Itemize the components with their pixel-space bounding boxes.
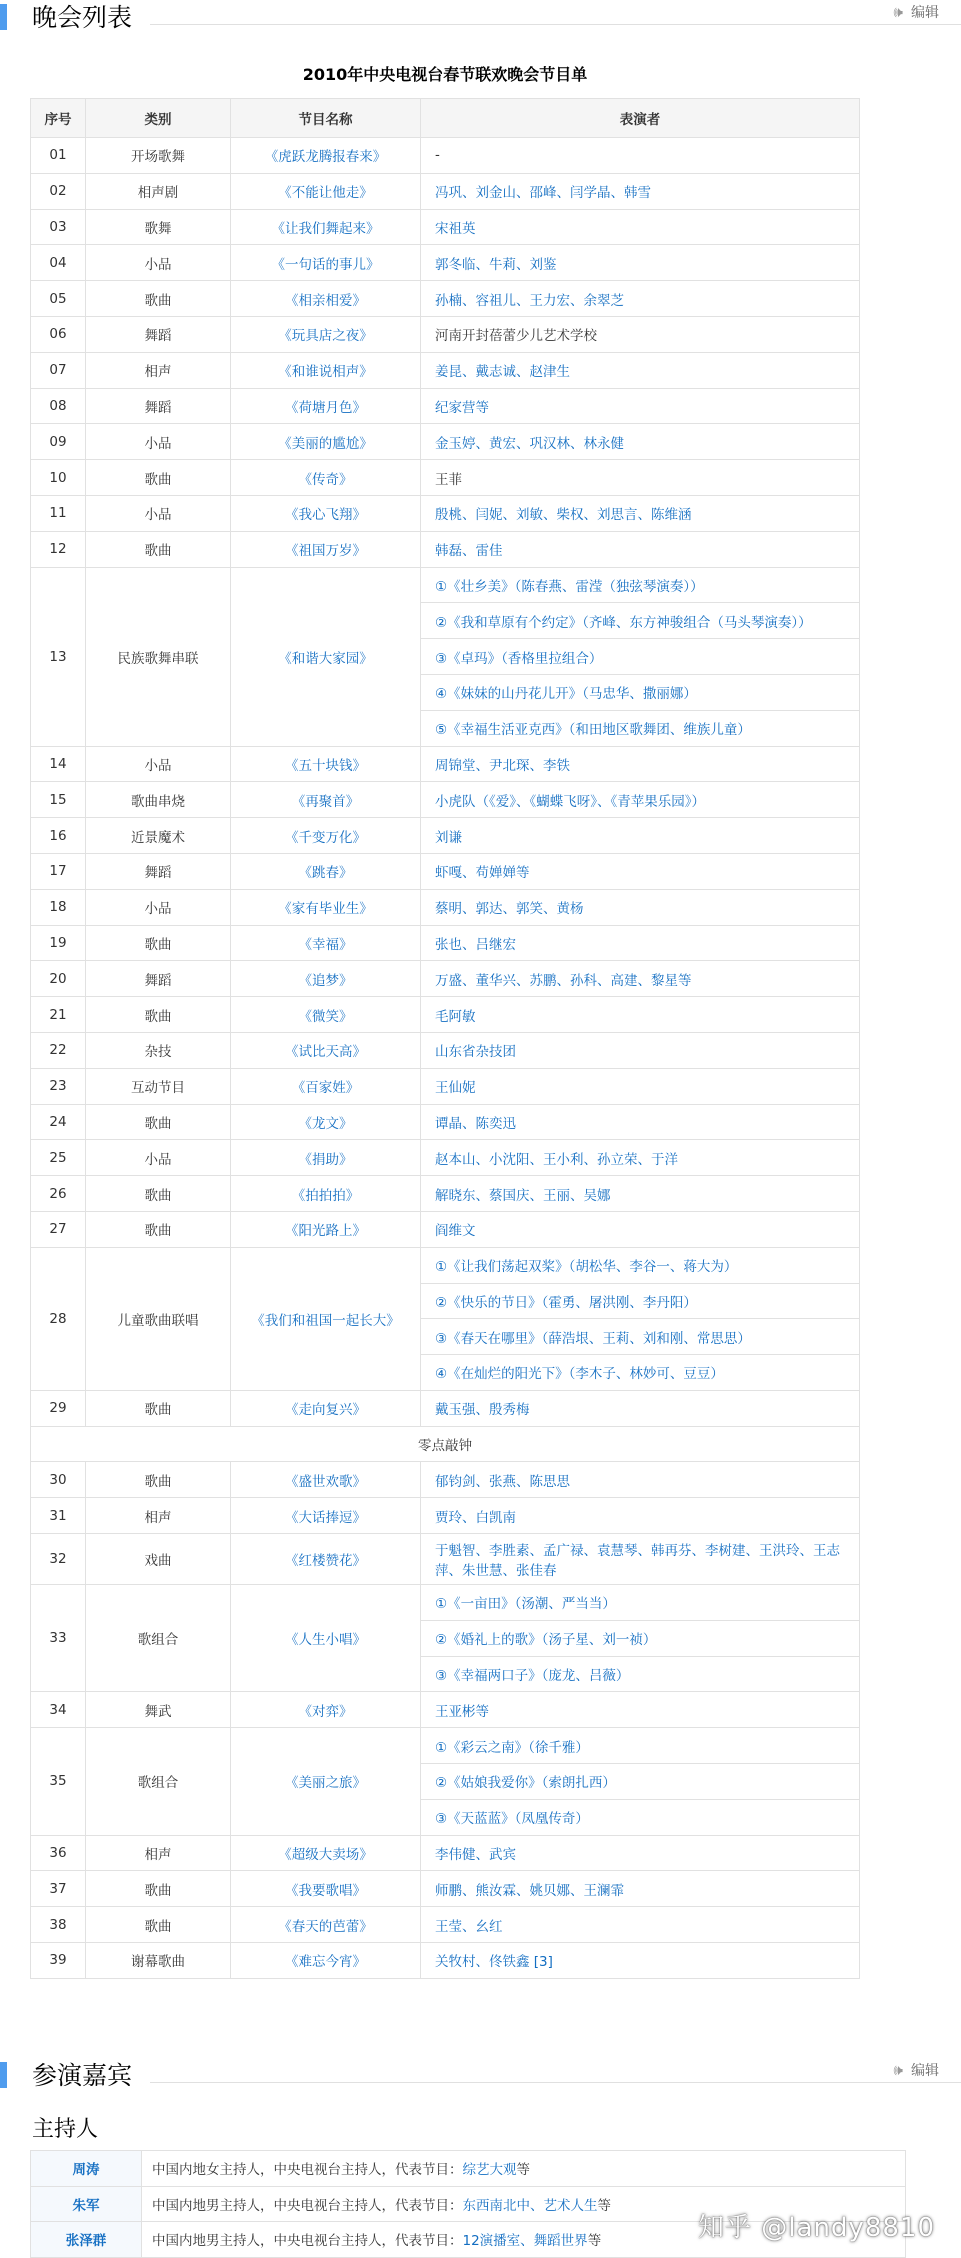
program-title-link[interactable]: 《千变万化》 [231, 818, 421, 854]
row-number: 38 [31, 1907, 86, 1943]
table-row [31, 1104, 860, 1140]
table-row [31, 1835, 860, 1871]
row-number: 03 [31, 209, 86, 245]
performer-cell[interactable]: ②《我和草原有个约定》（齐峰、东方神骏组合（马头琴演奏）） [421, 603, 860, 639]
row-number: 16 [31, 818, 86, 854]
program-title-link[interactable]: 《传奇》 [231, 460, 421, 496]
program-title-link[interactable]: 《我要歌唱》 [231, 1871, 421, 1907]
program-title-link[interactable]: 《荷塘月色》 [231, 388, 421, 424]
edit-button[interactable]: 🕪 编辑 [893, 2061, 939, 2079]
table-row [31, 925, 860, 961]
program-title-link[interactable]: 《让我们舞起来》 [231, 209, 421, 245]
shows-link[interactable]: 12演播室、舞蹈世界 [462, 2233, 588, 2250]
host-description: 中国内地男主持人，中央电视台主持人，代表节目：12演播室、舞蹈世界等 [142, 2222, 906, 2258]
row-number: 01 [31, 138, 86, 174]
header-cell: 表演者 [421, 99, 860, 138]
program-table [30, 98, 860, 1979]
row-number: 20 [31, 961, 86, 997]
table-header-row [31, 99, 860, 138]
performer-cell[interactable]: 戴玉强、殷秀梅 [421, 1390, 860, 1426]
row-number: 30 [31, 1462, 86, 1498]
program-title-link[interactable]: 《红楼赞花》 [231, 1534, 421, 1585]
host-name-link[interactable]: 朱军 [31, 2186, 142, 2222]
program-title-link[interactable]: 《美丽之旅》 [231, 1728, 421, 1835]
host-name-link[interactable]: 张泽群 [31, 2222, 142, 2258]
shows-link[interactable]: 东西南北中、艺术人生 [462, 2197, 598, 2214]
table-row [31, 889, 860, 925]
table-row [31, 1498, 860, 1534]
performer-cell[interactable]: 赵本山、小沈阳、王小利、孙立荣、于洋 [421, 1140, 860, 1176]
performer-cell[interactable]: 刘谦 [421, 818, 860, 854]
row-number: 37 [31, 1871, 86, 1907]
row-number: 17 [31, 853, 86, 889]
performer-cell[interactable]: 贾玲、白凯南 [421, 1498, 860, 1534]
row-category: 儿童歌曲联唱 [86, 1247, 231, 1390]
performer-cell[interactable]: ④《在灿烂的阳光下》（李木子、林妙可、豆豆） [421, 1355, 860, 1391]
table-row [31, 1692, 860, 1728]
table-row [31, 1032, 860, 1068]
table-row [31, 1211, 860, 1247]
section-divider [150, 2082, 961, 2083]
performer-cell: 王菲 [421, 460, 860, 496]
performer-cell[interactable]: ③《春天在哪里》（薛浩垠、王莉、刘和刚、常思思） [421, 1319, 860, 1355]
program-title-link[interactable]: 《再聚首》 [231, 782, 421, 818]
row-category: 小品 [86, 495, 231, 531]
program-title-link[interactable]: 《玩具店之夜》 [231, 316, 421, 352]
performer-cell[interactable]: 孙楠、容祖儿、王力宏、余翠芝 [421, 281, 860, 317]
program-title-link[interactable]: 《超级大卖场》 [231, 1835, 421, 1871]
performer-cell[interactable]: ⑤《幸福生活亚克西》（和田地区歌舞团、维族儿童） [421, 710, 860, 746]
performer-cell: 河南开封蓓蕾少儿艺术学校 [421, 316, 860, 352]
program-title-link[interactable]: 《家有毕业生》 [231, 889, 421, 925]
table-row [31, 782, 860, 818]
table-row [31, 424, 860, 460]
row-category: 歌曲 [86, 281, 231, 317]
row-number: 09 [31, 424, 86, 460]
row-number: 12 [31, 531, 86, 567]
edit-button[interactable]: 🕪 编辑 [893, 3, 939, 21]
row-category: 杂技 [86, 1032, 231, 1068]
table-row [31, 997, 860, 1033]
row-category: 歌曲 [86, 1176, 231, 1212]
row-category: 歌曲 [86, 1104, 231, 1140]
row-number: 22 [31, 1032, 86, 1068]
program-title-link[interactable]: 《难忘今宵》 [231, 1943, 421, 1979]
row-category: 近景魔术 [86, 818, 231, 854]
performer-cell[interactable]: 谭晶、陈奕迅 [421, 1104, 860, 1140]
table-row [31, 1534, 860, 1585]
row-category: 歌曲 [86, 460, 231, 496]
host-name-link[interactable]: 周涛 [31, 2151, 142, 2187]
performer-cell[interactable]: ②《快乐的节日》（霍勇、屠洪刚、李丹阳） [421, 1283, 860, 1319]
hosts-subtitle: 主持人 [32, 2117, 99, 2142]
performer-cell[interactable]: ②《姑娘我爱你》（索朗扎西） [421, 1764, 860, 1800]
performer-cell[interactable]: 韩磊、雷佳 [421, 531, 860, 567]
performer-cell[interactable]: 毛阿敏 [421, 997, 860, 1033]
performer-cell[interactable]: 姜昆、戴志诚、赵津生 [421, 352, 860, 388]
row-number: 23 [31, 1068, 86, 1104]
row-category: 歌曲 [86, 997, 231, 1033]
program-title-link[interactable]: 《微笑》 [231, 997, 421, 1033]
row-category: 戏曲 [86, 1534, 231, 1585]
section-title: 参演嘉宾 [32, 2061, 133, 2090]
performer-cell[interactable]: ③《卓玛》（香格里拉组合） [421, 639, 860, 675]
performer-cell[interactable]: 郁钧剑、张燕、陈思思 [421, 1462, 860, 1498]
row-category: 相声 [86, 352, 231, 388]
row-number: 19 [31, 925, 86, 961]
section-header-guests [0, 2058, 961, 2094]
performer-cell[interactable]: ④《妹妹的山丹花儿开》（马忠华、撒丽娜） [421, 674, 860, 710]
row-number: 36 [31, 1835, 86, 1871]
performer-cell[interactable]: 宋祖英 [421, 209, 860, 245]
row-category: 歌曲串烧 [86, 782, 231, 818]
row-category: 歌曲 [86, 925, 231, 961]
edit-icon: 🕪 [893, 2061, 903, 2079]
midnight-label: 零点敲钟 [31, 1426, 860, 1462]
program-title-link[interactable]: 《相亲相爱》 [231, 281, 421, 317]
table-row [31, 746, 860, 782]
program-title-link[interactable]: 《五十块钱》 [231, 746, 421, 782]
header-cell: 类别 [86, 99, 231, 138]
row-category: 歌舞 [86, 209, 231, 245]
shows-link[interactable]: 综艺大观 [462, 2162, 517, 2179]
program-title-link[interactable]: 《不能让他走》 [231, 173, 421, 209]
row-category: 歌曲 [86, 531, 231, 567]
performer-cell[interactable]: 于魁智、李胜素、孟广禄、袁慧琴、韩再芬、李树建、王洪玲、王志萍、朱世慧、张佳春 [421, 1534, 860, 1585]
program-title-link[interactable]: 《祖国万岁》 [231, 531, 421, 567]
program-title-link[interactable]: 《对弈》 [231, 1692, 421, 1728]
performer-cell[interactable]: 王仙妮 [421, 1068, 860, 1104]
row-number: 25 [31, 1140, 86, 1176]
row-category: 歌组合 [86, 1585, 231, 1692]
program-title-link[interactable]: 《追梦》 [231, 961, 421, 997]
performer-cell[interactable]: ①《一亩田》（汤潮、严当当） [421, 1585, 860, 1621]
performer-cell[interactable]: 阎维文 [421, 1211, 860, 1247]
table-row [31, 1068, 860, 1104]
performer-cell[interactable]: 山东省杂技团 [421, 1032, 860, 1068]
row-category: 相声 [86, 1835, 231, 1871]
program-title-link[interactable]: 《一句话的事儿》 [231, 245, 421, 281]
performer-cell[interactable]: 小虎队（《爱》、《蝴蝶飞呀》、《青苹果乐园》） [421, 782, 860, 818]
program-title-link[interactable]: 《和谁说相声》 [231, 352, 421, 388]
row-category: 歌曲 [86, 1390, 231, 1426]
row-category: 舞武 [86, 1692, 231, 1728]
row-number: 27 [31, 1211, 86, 1247]
row-number: 35 [31, 1728, 86, 1835]
program-title-link[interactable]: 《跳春》 [231, 853, 421, 889]
program-title-link[interactable]: 《我心飞翔》 [231, 495, 421, 531]
performer-cell: - [421, 138, 860, 174]
table-row [31, 209, 860, 245]
performer-cell[interactable]: 关牧村、佟铁鑫 [3] [421, 1943, 860, 1979]
row-category: 相声剧 [86, 173, 231, 209]
performer-cell[interactable]: 郭冬临、牛莉、刘鉴 [421, 245, 860, 281]
row-number: 28 [31, 1247, 86, 1390]
table-row [31, 173, 860, 209]
section-header-program-list [0, 0, 961, 36]
performer-cell[interactable]: ①《彩云之南》（徐千雅） [421, 1728, 860, 1764]
row-number: 08 [31, 388, 86, 424]
row-number: 13 [31, 567, 86, 746]
program-title-link[interactable]: 《美丽的尴尬》 [231, 424, 421, 460]
row-number: 31 [31, 1498, 86, 1534]
performer-cell[interactable]: 虾嘎、苟婵婵等 [421, 853, 860, 889]
section-title: 晚会列表 [32, 3, 133, 32]
row-category: 舞蹈 [86, 316, 231, 352]
table-row [31, 1247, 860, 1283]
table-row [31, 1907, 860, 1943]
row-number: 39 [31, 1943, 86, 1979]
program-title-link[interactable]: 《走向复兴》 [231, 1390, 421, 1426]
table-row [31, 1176, 860, 1212]
row-category: 舞蹈 [86, 388, 231, 424]
row-number: 24 [31, 1104, 86, 1140]
section-divider [150, 24, 961, 25]
performer-cell[interactable]: ①《壮乡美》（陈春燕、雷滢（独弦琴演奏）） [421, 567, 860, 603]
performer-cell[interactable]: 王莹、幺红 [421, 1907, 860, 1943]
table-row [31, 1728, 860, 1764]
header-cell: 序号 [31, 99, 86, 138]
performer-cell[interactable]: 解晓东、蔡国庆、王丽、吴娜 [421, 1176, 860, 1212]
performer-cell[interactable]: ①《让我们荡起双桨》（胡松华、李谷一、蒋大为） [421, 1247, 860, 1283]
row-number: 14 [31, 746, 86, 782]
row-category: 歌组合 [86, 1728, 231, 1835]
row-category: 开场歌舞 [86, 138, 231, 174]
table-row [31, 245, 860, 281]
row-category: 舞蹈 [86, 853, 231, 889]
table-row [31, 460, 860, 496]
host-row [31, 2151, 906, 2187]
row-category: 舞蹈 [86, 961, 231, 997]
row-number: 04 [31, 245, 86, 281]
table-row [31, 1871, 860, 1907]
row-number: 29 [31, 1390, 86, 1426]
program-title-link[interactable]: 《春天的芭蕾》 [231, 1907, 421, 1943]
performer-cell[interactable]: 王亚彬等 [421, 1692, 860, 1728]
program-title-link[interactable]: 《龙文》 [231, 1104, 421, 1140]
program-title-link[interactable]: 《盛世欢歌》 [231, 1462, 421, 1498]
midnight-row [31, 1426, 860, 1462]
performer-cell[interactable]: 万盛、董华兴、苏鹏、孙科、高建、黎星等 [421, 961, 860, 997]
program-title-link[interactable]: 《我们和祖国一起长大》 [231, 1247, 421, 1390]
row-category: 小品 [86, 746, 231, 782]
row-category: 歌曲 [86, 1211, 231, 1247]
row-number: 10 [31, 460, 86, 496]
row-category: 互动节目 [86, 1068, 231, 1104]
table-row [31, 1462, 860, 1498]
program-title-link[interactable]: 《幸福》 [231, 925, 421, 961]
performer-cell[interactable]: ③《幸福两口子》（庞龙、吕薇） [421, 1656, 860, 1692]
row-category: 歌曲 [86, 1907, 231, 1943]
row-number: 07 [31, 352, 86, 388]
row-category: 小品 [86, 1140, 231, 1176]
row-number: 32 [31, 1534, 86, 1585]
table-row [31, 388, 860, 424]
performer-cell[interactable]: 李伟健、武宾 [421, 1835, 860, 1871]
performer-cell[interactable]: 殷桃、闫妮、刘敏、柴权、刘思言、陈维涵 [421, 495, 860, 531]
row-number: 06 [31, 316, 86, 352]
row-category: 民族歌舞串联 [86, 567, 231, 746]
row-category: 小品 [86, 245, 231, 281]
table-title: 2010年中央电视台春节联欢晚会节目单 [302, 65, 588, 84]
table-row [31, 316, 860, 352]
table-row [31, 567, 860, 603]
program-title-link[interactable]: 《大话捧逗》 [231, 1498, 421, 1534]
row-number: 05 [31, 281, 86, 317]
edit-icon: 🕪 [893, 3, 903, 21]
program-title-link[interactable]: 《捐助》 [231, 1140, 421, 1176]
row-number: 02 [31, 173, 86, 209]
program-title-link[interactable]: 《试比天高》 [231, 1032, 421, 1068]
performer-cell[interactable]: 冯巩、刘金山、邵峰、闫学晶、韩雪 [421, 173, 860, 209]
table-row [31, 531, 860, 567]
program-title-link[interactable]: 《拍拍拍》 [231, 1176, 421, 1212]
program-table-body [31, 138, 860, 1979]
host-description: 中国内地男主持人，中央电视台主持人，代表节目：东西南北中、艺术人生等 [142, 2186, 906, 2222]
performer-cell[interactable]: ②《婚礼上的歌》（汤子星、刘一祯） [421, 1620, 860, 1656]
row-category: 歌曲 [86, 1462, 231, 1498]
table-row [31, 961, 860, 997]
performer-cell[interactable]: 纪家营等 [421, 388, 860, 424]
row-number: 11 [31, 495, 86, 531]
host-description: 中国内地女主持人，中央电视台主持人，代表节目：综艺大观等 [142, 2151, 906, 2187]
table-row [31, 281, 860, 317]
table-row [31, 352, 860, 388]
row-number: 15 [31, 782, 86, 818]
section-accent-bar [0, 2062, 7, 2088]
row-category: 小品 [86, 889, 231, 925]
row-number: 18 [31, 889, 86, 925]
table-row [31, 1585, 860, 1621]
section-accent-bar [0, 4, 7, 30]
table-row [31, 853, 860, 889]
performer-cell[interactable]: 蔡明、郭达、郭笑、黄杨 [421, 889, 860, 925]
program-title-link[interactable]: 《百家姓》 [231, 1068, 421, 1104]
table-row [31, 1943, 860, 1979]
performer-cell[interactable]: 金玉婷、黄宏、巩汉林、林永健 [421, 424, 860, 460]
program-title-link[interactable]: 《虎跃龙腾报春来》 [231, 138, 421, 174]
row-category: 谢幕歌曲 [86, 1943, 231, 1979]
table-row [31, 495, 860, 531]
row-category: 相声 [86, 1498, 231, 1534]
performer-cell[interactable]: 师鹏、熊汝霖、姚贝娜、王澜霏 [421, 1871, 860, 1907]
program-title-link[interactable]: 《和谐大家园》 [231, 567, 421, 746]
performer-cell[interactable]: 周锦堂、尹北琛、李铁 [421, 746, 860, 782]
row-number: 26 [31, 1176, 86, 1212]
performer-cell[interactable]: 张也、吕继宏 [421, 925, 860, 961]
performer-cell[interactable]: ③《天蓝蓝》（凤凰传奇） [421, 1799, 860, 1835]
program-title-link[interactable]: 《阳光路上》 [231, 1211, 421, 1247]
program-title-link[interactable]: 《人生小唱》 [231, 1585, 421, 1692]
table-row [31, 818, 860, 854]
row-number: 34 [31, 1692, 86, 1728]
row-category: 小品 [86, 424, 231, 460]
header-cell: 节目名称 [231, 99, 421, 138]
table-row [31, 138, 860, 174]
row-number: 21 [31, 997, 86, 1033]
table-row [31, 1390, 860, 1426]
watermark: 知乎 @landy8810 [698, 2213, 935, 2243]
table-row [31, 1140, 860, 1176]
row-number: 33 [31, 1585, 86, 1692]
row-category: 歌曲 [86, 1871, 231, 1907]
